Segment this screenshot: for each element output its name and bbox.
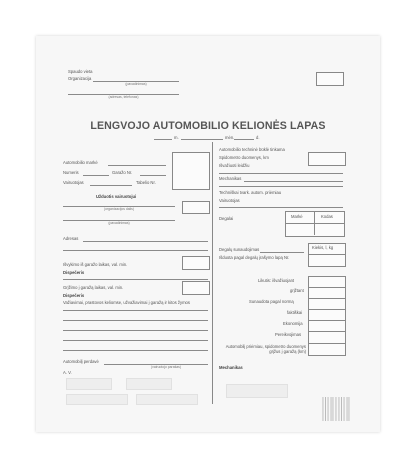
notes-line-4 (63, 340, 208, 341)
form-title: LENGVOJO AUTOMOBILIO KELIONĖS LAPAS (90, 120, 326, 132)
driver-task-heading: Užduotis vairuotojui (96, 194, 137, 199)
consumed-actual-label: faktiškai (287, 310, 303, 315)
return-time-box[interactable] (182, 281, 210, 295)
notes-line-5 (63, 350, 208, 351)
address-field-line-2 (63, 250, 208, 251)
column-divider (212, 142, 213, 404)
fuel-code-header: Kodas (321, 214, 333, 219)
remainder-return-label: grįžtant (290, 288, 304, 293)
faint-box-4 (136, 394, 198, 405)
quantity-header: Kiekis, l, kg (312, 245, 334, 250)
faint-box-2 (126, 378, 172, 390)
dispatcher-label-2: Dispečeris (63, 293, 85, 298)
mechanic-label-1: Mechanikas (219, 176, 242, 181)
right-line-1 (219, 186, 343, 187)
address-field-line (83, 241, 208, 242)
tab-number-label: Tabelio Nr. (136, 180, 156, 185)
fuel-consumption-line (260, 252, 304, 253)
task-org-caption: (organizacijos dalis) (104, 207, 134, 211)
faint-box-1 (66, 378, 112, 390)
travel-sheet-form (36, 36, 380, 432)
org-name-caption: (pavadinimas) (125, 82, 147, 86)
notes-line-2 (63, 320, 208, 321)
date-day-line (234, 139, 254, 140)
garage-number-label: Garažo Nr. (112, 170, 133, 175)
date-year-line (154, 139, 172, 140)
date-month-label: mėn. (225, 135, 235, 140)
accepted-odometer-box[interactable] (308, 343, 346, 356)
fuel-label: Degalai (219, 216, 234, 221)
dispatcher-label-1: Dispečeris (63, 270, 85, 275)
departure-time-box[interactable] (182, 256, 210, 270)
right-line-2 (219, 207, 343, 208)
fuel-table-divider (314, 211, 315, 223)
accepted-odometer-label: Automobilį priėmiau, spidometro duomenys grįžus į garažą (km) (225, 344, 306, 354)
plate-number-label: Numeris (63, 170, 79, 175)
car-make-line (108, 165, 166, 166)
plate-number-line (83, 175, 109, 176)
fuel-value-divider (314, 223, 315, 235)
stamp-place-label: Spaudo vieta (68, 69, 93, 74)
return-time-label: Grįžimo į garažą laikas, val. min. (63, 285, 124, 290)
remainder-departure-label: Likutis: išvažiuojant (258, 278, 295, 283)
date-year-label: m. (174, 135, 179, 140)
fuel-consumption-label: Degalų sunaudojimas (219, 247, 260, 252)
consumed-norm-label: Sunaudota pagal normą (249, 299, 294, 304)
date-month-line (181, 139, 223, 140)
mechanic-line-1 (244, 181, 343, 182)
departure-time-label: Išvykimo iš garažo laikas, val. min. (63, 262, 128, 267)
dispatcher-line-1 (63, 279, 208, 280)
allowed-departure-line (219, 173, 343, 174)
odometer-label: Spidometro duomenys, km (219, 155, 269, 160)
date-day-label: d. (256, 135, 260, 140)
handed-over-label: Automobilį perdavė (63, 359, 99, 364)
faint-box-5 (226, 384, 288, 398)
allowed-departure-label: Išvažiuoti leidžiu (219, 163, 250, 168)
issued-value-box[interactable] (308, 254, 346, 267)
faint-box-3 (66, 394, 128, 405)
task-name-caption: (pavadinimas) (108, 221, 130, 225)
issued-by-label: Išduota pagal degalų įrašymo lapą Nr. (219, 255, 290, 260)
task-box[interactable] (182, 201, 210, 214)
mechanic-label-2: Mechanikas (219, 365, 243, 370)
address-label: Adresas (63, 236, 79, 241)
notes-line-1 (63, 310, 208, 311)
overuse-label: Pereikvojimas (275, 332, 302, 337)
sheet-number-box[interactable] (316, 72, 344, 86)
driver-line (90, 185, 132, 186)
trips-notes-label: Važiavimai, prastovos keliomse, užvažiavimai į garažą ir kitos žymos (63, 300, 190, 305)
fuel-value-row[interactable] (285, 223, 345, 237)
economy-label: Ekonomija (283, 321, 303, 326)
corner-box[interactable] (172, 152, 210, 190)
driver-label: Vairuotojas (63, 180, 84, 185)
stamp-av-label: A. V. (63, 370, 72, 375)
driver-label-right: Vairuotojas (219, 198, 240, 203)
fuel-make-header: Markė (291, 214, 303, 219)
barcode (322, 397, 350, 421)
garage-number-line (140, 175, 166, 176)
driver-signature-caption: (vairuotojo parašas) (151, 365, 181, 369)
car-make-label: Automobilio markė (63, 160, 98, 165)
notes-line-3 (63, 330, 208, 331)
address-caption: (adresas, telefonas) (108, 95, 139, 99)
organization-label: Organizacija (68, 76, 92, 81)
odometer-box[interactable] (308, 152, 346, 166)
tech-condition-label: Automobilio techninė būklė tinkama (219, 147, 285, 152)
accepted-tech-label: Techniškai tvark. autom. priėmiau (219, 190, 282, 195)
